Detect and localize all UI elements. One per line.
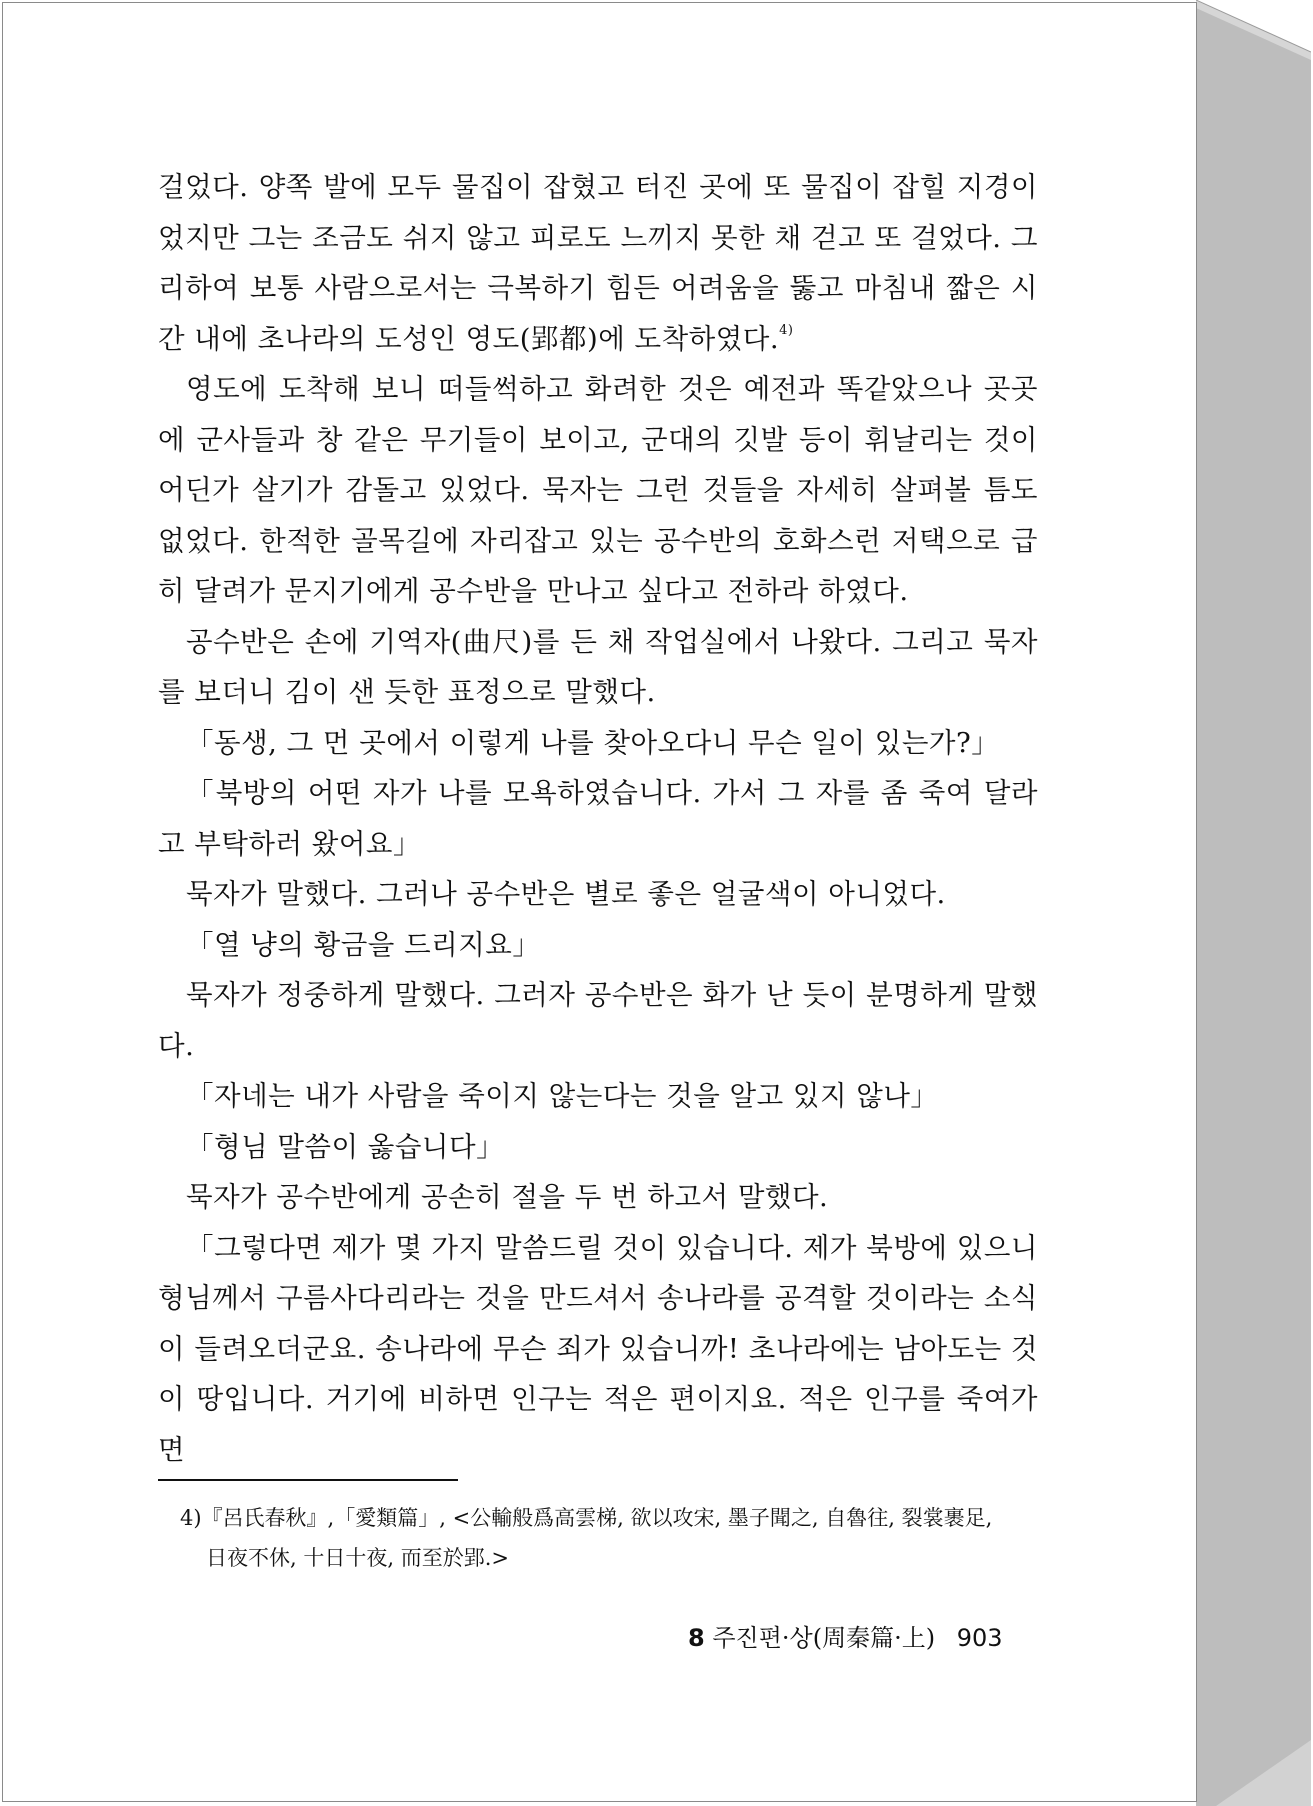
running-footer [688, 1622, 1018, 1654]
chapter-number: 8 [688, 1624, 705, 1652]
body-text [158, 162, 1038, 1475]
dialogue-line: 「형님 말씀이 옳습니다」 [186, 1130, 505, 1163]
dialogue-line: 「북방의 어떤 자가 나를 모욕하였습니다. 가서 그 자를 좀 죽여 달라고 부탁하러 왔어요」 [158, 777, 1038, 860]
footnote-divider [158, 1479, 458, 1481]
footnote-reference: 4) [779, 322, 794, 338]
paragraph: 영도에 도착해 보니 떠들썩하고 화려한 것은 예전과 똑같았으나 곳곳에 군사들과 창 같은 무기들이 보이고, 군대의 깃발 등이 휘날리는 것이 어딘가 살기가 감돌고 있었다. 묵자는 그런 것들을 자세히 살펴볼 틈도 없었다. 한적한 골목길에 자리잡고 있는 공수반의 호화스런 저택으로 급히 달려가 문지기에게 공수반을 만나고 싶다고 전하라 하였다. [158, 373, 1038, 607]
paragraph-text: 걸었다. 양쪽 발에 모두 물집이 잡혔고 터진 곳에 또 물집이 잡힐 지경이었지만 그는 조금도 쉬지 않고 피로도 느끼지 못한 채 걷고 또 걸었다. 그리하여 보통 사람으로서는 극복하기 힘든 어려움을 뚫고 마침내 짧은 시간 내에 초나라의 도성인 영도(郢都)에 도착하였다. [158, 171, 1038, 355]
paragraph: 공수반은 손에 기역자(曲尺)를 든 채 작업실에서 나왔다. 그리고 묵자를 보더니 김이 샌 듯한 표정으로 말했다. [158, 625, 1038, 708]
paragraph: 묵자가 말했다. 그러나 공수반은 별로 좋은 얼굴색이 아니었다. [186, 878, 946, 910]
page-number: 903 [956, 1624, 1003, 1652]
footnote [180, 1498, 1050, 1578]
paragraph: 묵자가 공수반에게 공손히 절을 두 번 하고서 말했다. [186, 1181, 829, 1213]
paragraph [158, 162, 1038, 364]
dialogue-line: 「그렇다면 제가 몇 가지 말씀드릴 것이 있습니다. 제가 북방에 있으니 형님께서 구름사다리라는 것을 만드셔서 송나라를 공격할 것이라는 소식이 들려오더군요. 송나라에 무슨 죄가 있습니까! 초나라에는 남아도는 것이 땅입니다. 거기에 비하면 인구는 적은 편이지요. 적은 인구를 죽여가면 [158, 1231, 1038, 1466]
chapter-title: 주진편·상(周秦篇·上) [712, 1624, 936, 1652]
paragraph: 묵자가 정중하게 말했다. 그러자 공수반은 화가 난 듯이 분명하게 말했다. [158, 979, 1038, 1062]
footnote-line: 4)『呂氏春秋』,「愛類篇」, <公輸般爲高雲梯, 欲以攻宋, 墨子聞之, 自魯往, 裂裳裹足, [180, 1506, 993, 1530]
dialogue-line: 「열 냥의 황금을 드리지요」 [186, 928, 541, 961]
dialogue-line: 「동생, 그 먼 곳에서 이렇게 나를 찾아오다니 무슨 일이 있는가?」 [186, 726, 1000, 759]
footnote-line: 日夜不休, 十日十夜, 而至於郢.> [206, 1546, 509, 1570]
book-page-edge [1196, 0, 1311, 1806]
dialogue-line: 「자네는 내가 사람을 죽이지 않는다는 것을 알고 있지 않나」 [186, 1080, 939, 1112]
